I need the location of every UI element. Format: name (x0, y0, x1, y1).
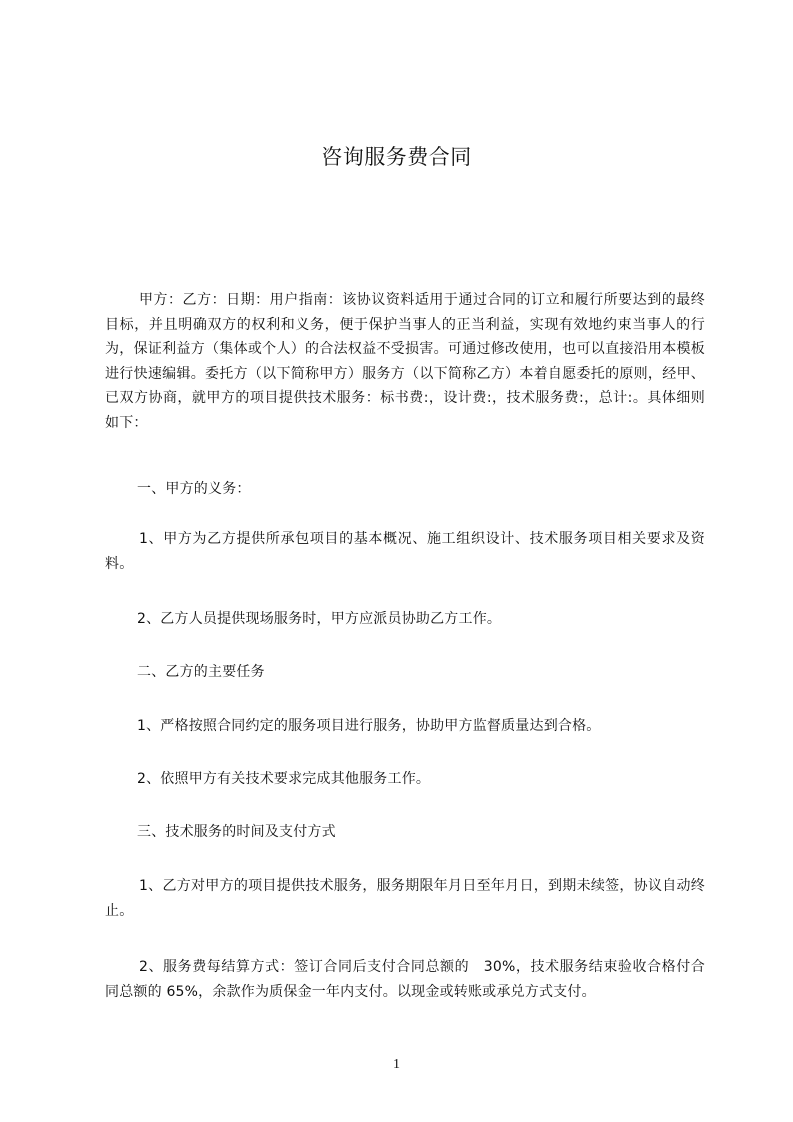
section1-item-2: 2、乙方人员提供现场服务时，甲方应派员协助乙方工作。 (137, 611, 502, 627)
section-heading-2: 二、乙方的主要任务 (137, 664, 265, 680)
intro-paragraph: 甲方：乙方：日期：用户指南：该协议资料适用于通过合同的订立和履行所要达到的最终目标，并且明确双方的权利和义务，便于保护当事人的正当利益，实现有效地约束当事人的行为，保证利益方（集体或个人）的合法权益不受损害。可通过修改使用，也可以直接沿用本模板进行快速编辑。委托方（以下简称甲方）服务方（以下简称乙方）本着自愿委托的原则，经甲、已双方协商，就甲方的项目提供技术服务：标书费:，设计费:，技术服务费:，总计:。具体细则如下： (105, 292, 705, 431)
section1-item-1: 1、甲方为乙方提供所承包项目的基本概况、施工组织设计、技术服务项目相关要求及资料。 (105, 531, 705, 572)
section3-item-2: 2、服务费每结算方式：签订合同后支付合同总额的 30%，技术服务结束验收合格付合同总额的 65%，余款作为质保金一年内支付。以现金或转账或承兑方式支付。 (105, 959, 705, 1000)
section2-item-2: 2、依照甲方有关技术要求完成其他服务工作。 (137, 771, 431, 787)
section3-item-1: 1、乙方对甲方的项目提供技术服务，服务期限年月日至年月日，到期未续签，协议自动终止。 (105, 878, 705, 919)
section-heading-3: 三、技术服务的时间及支付方式 (137, 824, 336, 840)
section2-item-1: 1、严格按照合同约定的服务项目进行服务，协助甲方监督质量达到合格。 (137, 718, 601, 734)
section-heading-1: 一、甲方的义务： (137, 481, 251, 497)
page-title: 咨询服务费合同 (321, 145, 472, 169)
page-number: 1 (393, 1057, 400, 1072)
